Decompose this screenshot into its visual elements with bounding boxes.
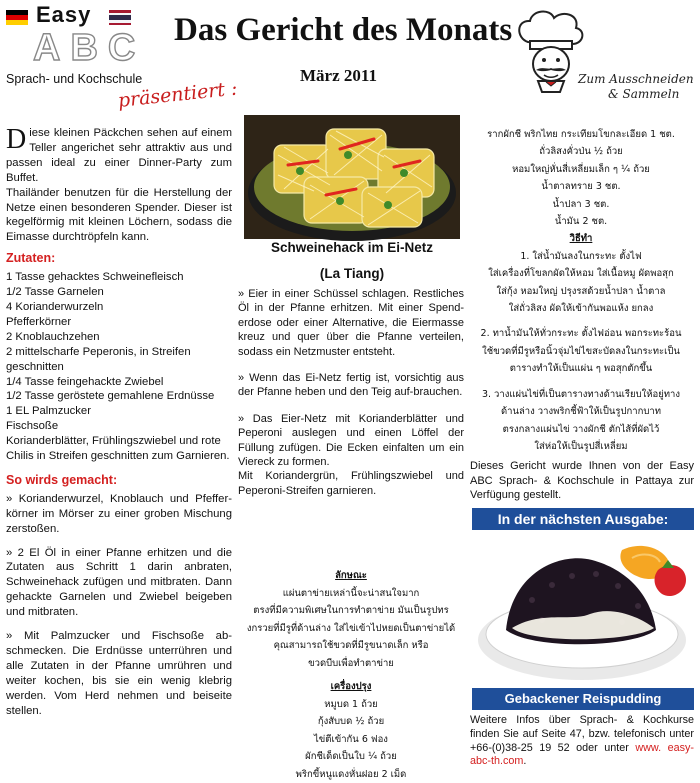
intro-paragraph	[6, 126, 232, 186]
thai-line: กุ้งสับบด ½ ถ้วย	[238, 713, 464, 731]
dish-step: » Eier in einer Schüssel schlagen. Restliches Öl in der Pfanne erhitzen. Mit einer Spend-erdose oder einer Alternative, die Eiermasse kreuz und quer über die Pfanne verteilen, sodass ein Netzmuster entsteht.	[238, 287, 464, 359]
thai-line: แผ่นตาข่ายเหล่านี้จะน่าสนใจมาก	[238, 585, 464, 603]
ingredient-item: Fischsoße	[6, 419, 232, 434]
thai-line: ใส่ห่อให้เป็นรูปสี่เหลี่ยม	[470, 438, 692, 455]
ingredients-heading: Zutaten:	[6, 251, 232, 266]
method-step: » Korianderwurzel, Knoblauch und Pfeffer-körner im Mörser zu einer groben Mischung zerstoßen.	[6, 492, 232, 537]
ingredient-item: 1/2 Tasse geröstete gemahlene Erdnüsse	[6, 389, 232, 404]
intro-dropcap: D	[6, 128, 26, 152]
dish-step: Mit Koriandergrün, Frühlingszwiebel und Peperoni-Streifen garnieren.	[238, 469, 464, 498]
ingredient-item: 1 EL Palmzucker	[6, 404, 232, 419]
method-step: » Mit Palmzucker und Fischsoße ab-schmecken. Die Erdnüsse unterrühren und alle Zutaten in der Pfanne umrühren und weiter kochen, bis sie ein wenig klebrig werden. Vom Herd nehmen und beiseite stellen.	[6, 629, 232, 718]
logo-abc: ABC	[33, 28, 145, 68]
method-heading: So wirds gemacht:	[6, 473, 232, 488]
ingredient-item: 1/2 Tasse Garnelen	[6, 285, 232, 300]
thai-ing-heading: เครื่องปรุง	[238, 678, 464, 696]
thai-line: น้ำตาลทราย 3 ชต.	[470, 178, 692, 195]
dish-title: Schweinehack im Ei-Netz	[236, 240, 468, 255]
thai-line: 3. วางแผ่นไข่ที่เป็นตารางทางด้านเรียบให้อยู่ทาง	[470, 386, 692, 403]
thai-line: น้ำปลา 3 ชต.	[470, 196, 692, 213]
thai-flag-icon	[109, 10, 131, 25]
more-info-end: .	[523, 755, 526, 767]
ingredients-list	[6, 270, 232, 464]
thai-line: ตรงที่มีความพิเศษในการทำตาข่าย มันเป็นรูปทร	[238, 602, 464, 620]
method-step: » 2 El Öl in einer Pfanne erhitzen und die Zutaten aus Schritt 1 darin anbraten, Schweinehack zufügen und mitbraten. Dann gehackte Garnelen und Zwiebel beigeben und mitbraten.	[6, 546, 232, 621]
issue-month: März 2011	[300, 66, 377, 86]
dish-step: » Wenn das Ei-Netz fertig ist, vorsichtig aus der Pfanne heben und den Teig auf-brauchen.	[238, 371, 464, 400]
next-issue-heading: In der nächsten Ausgabe:	[472, 508, 694, 530]
next-issue-photo	[472, 530, 694, 688]
thai-line: รากผักชี พริกไทย กระเทียมโขกละเอียด 1 ชต.	[470, 126, 692, 143]
thai-line: งกรวยที่มีรูที่ด้านล่าง ใส่ไข่เข้าไปหยดเป็นตาข่ายได้	[238, 620, 464, 638]
column-left	[6, 126, 232, 719]
thai-line: หอมใหญ่หั่นสี่เหลี่ยมเล็ก ๆ ¼ ถ้วย	[470, 161, 692, 178]
thai-line: ผักชีเด็ดเป็นใบ ¼ ถ้วย	[238, 748, 464, 766]
ingredient-item: 4 Korianderwurzeln	[6, 300, 232, 315]
thai-line: ใส่ถั่วลิสง ผัดให้เข้ากันพอแห้ง ยกลง	[470, 300, 692, 317]
ingredient-item: 2 Knoblauchzehen	[6, 330, 232, 345]
thai-recipe	[470, 126, 692, 455]
page-title: Das Gericht des Monats	[174, 12, 512, 49]
thai-line: ตรงกลางแผ่นไข่ วางผักชี ตักไส้ที่ผัดไว้	[470, 421, 692, 438]
thai-line: ตารางทำให้เป็นแผ่น ๆ พอสุกตักขึ้น	[470, 360, 692, 377]
thai-line: ด้านล่าง วางพริกชี้ฟ้าให้เป็นรูปกากบาท	[470, 403, 692, 420]
ingredient-item: 2 mittelscharfe Peperonis, in Streifen geschnitten	[6, 345, 232, 375]
dish-steps	[238, 287, 464, 510]
thai-desc-heading: ลักษณะ	[238, 567, 464, 585]
thai-description	[238, 567, 464, 783]
more-info-text: Weitere Infos über Sprach- & Kochkurse finden Sie auf Seite 47, bzw. telefonisch unter +66-(0)38-25 19 52 oder unter	[470, 714, 694, 754]
ingredient-item: 1 Tasse gehacktes Schweinefleisch	[6, 270, 232, 285]
thai-line: ถั่วลิสงคั่วป่น ½ ถ้วย	[470, 143, 692, 160]
thai-line: 1. ใส่น้ำมันลงในกระทะ ตั้งไฟ	[470, 248, 692, 265]
cutout-line-2: & Sammeln	[608, 87, 679, 101]
thai-line: พริกขี้หนูแดงหั่นฝอย 2 เม็ด	[238, 766, 464, 783]
website-link[interactable]: www. easy-abc-th.com	[470, 742, 694, 768]
german-flag-icon	[6, 10, 28, 25]
ingredient-item: Korianderblätter, Frühlingszwiebel und rote Chilis in Streifen geschnitten zum Garnieren.	[6, 434, 232, 464]
thai-line: ขวดบีบเพื่อทำตาข่าย	[238, 655, 464, 673]
thai-line: น้ำมัน 2 ชต.	[470, 213, 692, 230]
thai-line: คุณสามารถใช้ขวดที่มีรูขนาดเล็ก หรือ	[238, 637, 464, 655]
logo-subtitle: Sprach- und Kochschule	[6, 72, 142, 86]
thai-line: ไข่ตีเข้ากัน 6 ฟอง	[238, 731, 464, 749]
thai-line: ใส่กุ้ง หอมใหญ่ ปรุงรสด้วยน้ำปลา น้ำตาล	[470, 283, 692, 300]
dish-step: » Das Eier-Netz mit Korianderblätter und Peperoni auslegen und einen Löffel der Füllung zufügen. Die Ecken einfalten um ein Viereck zu formen.	[238, 412, 464, 470]
presentiert-label: präsentiert :	[117, 78, 239, 112]
more-info	[470, 714, 694, 769]
thai-line: ใช้ขวดที่มีรูหรือนิ้วจุ่มไข่ไขสะบัดลงในกระทะเป็น	[470, 343, 692, 360]
ingredient-item: Pfefferkörner	[6, 315, 232, 330]
intro-text-1: iese kleinen Päckchen sehen auf einem Teller angerichet sehr attraktiv aus und passen ideal zu einer Dinner-Party zum Buffet.	[6, 127, 232, 184]
ingredient-item: 1/4 Tasse feingehackte Zwiebel	[6, 375, 232, 390]
thai-line: 2. ทาน้ำมันให้ทั่วกระทะ ตั้งไฟอ่อน พอกระทะร้อน	[470, 325, 692, 342]
source-note: Dieses Gericht wurde Ihnen von der Easy ABC Sprach- & Kochschule in Pattaya zur Verfügung gestellt.	[470, 459, 694, 503]
next-issue-caption: Gebackener Reispudding	[472, 688, 694, 710]
cutout-line-1: Zum Ausschneiden	[578, 72, 694, 86]
dish-subtitle: (La Tiang)	[236, 266, 468, 281]
dish-photo	[244, 115, 460, 239]
logo-easy: Easy	[36, 2, 91, 28]
thai-line: หมูบด 1 ถ้วย	[238, 696, 464, 714]
thai-line: ใส่เครื่องที่โขลกผัดให้หอม ใส่เนื้อหมู ผัดพอสุก	[470, 265, 692, 282]
intro-text-2: Thailänder benutzen für die Herstellung der Netze einen besonderen Spender. Dieser ist kegelförmig mit kleinen Löchern, sodass die Eimasse durchtröpfeln kann.	[6, 186, 232, 246]
thai-method-heading: วิธีทำ	[470, 230, 692, 247]
